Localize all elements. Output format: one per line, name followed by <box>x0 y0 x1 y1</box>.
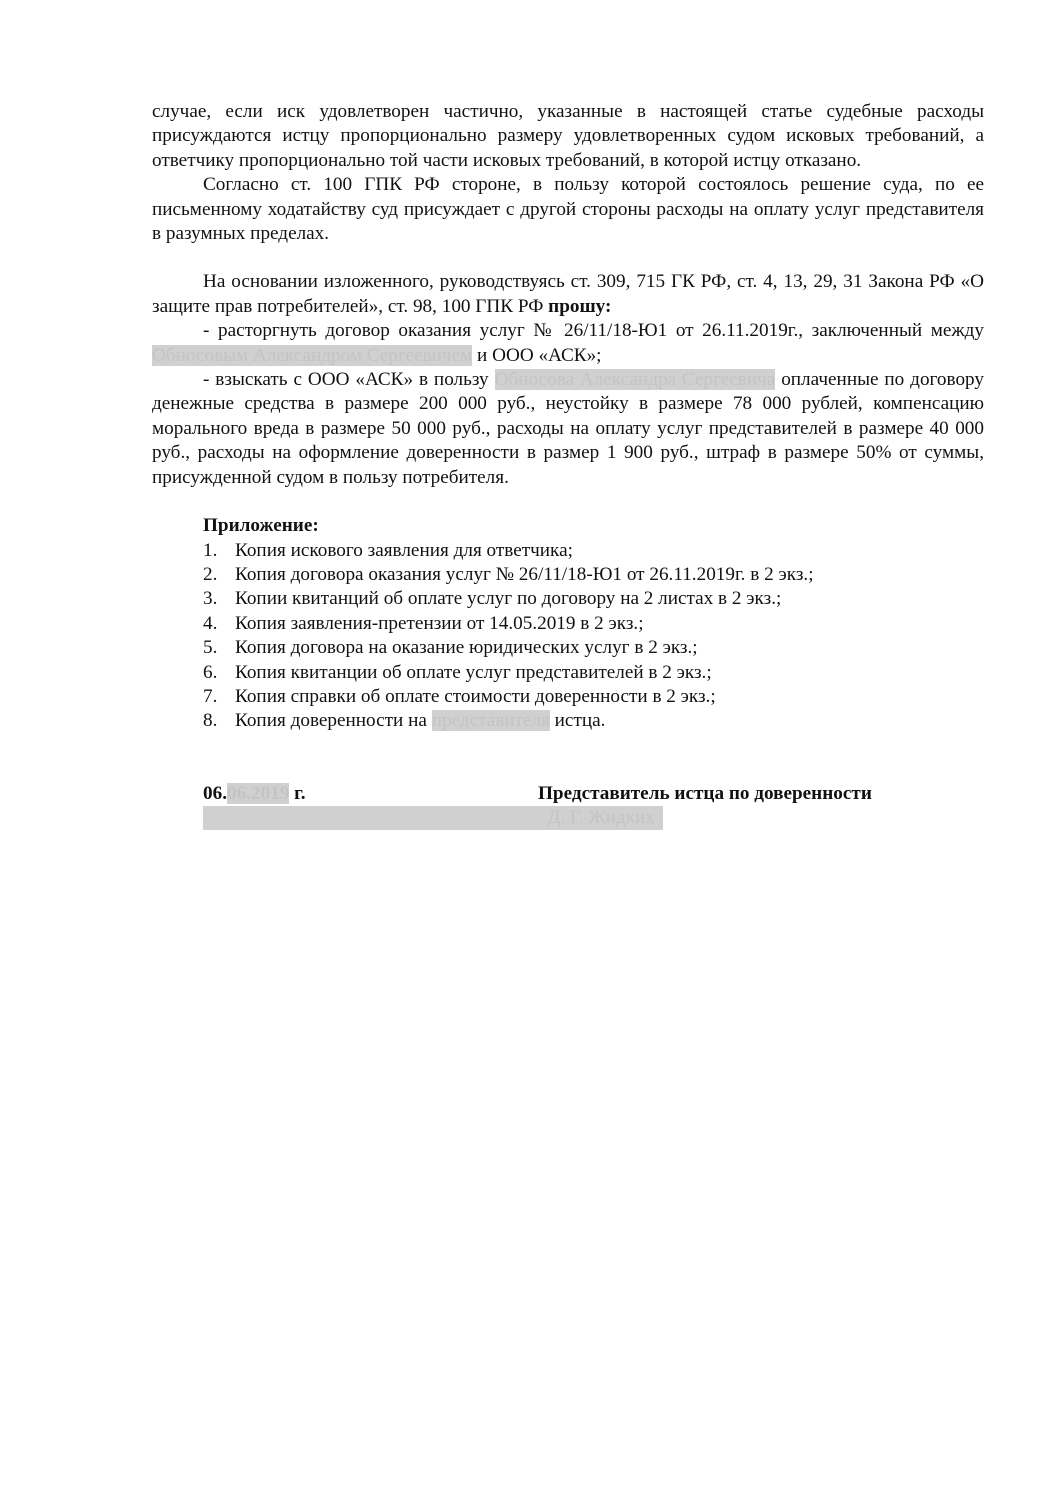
list-item-number: 6. <box>203 661 218 683</box>
list-item <box>152 636 984 660</box>
request-ask: прошу: <box>548 295 612 317</box>
request-intro: На основании изложенного, руководствуясь ст. 309, 715 ГК РФ, ст. 4, 13, 29, 31 Закона РФ «О защите прав потребителей», ст. 98, 100 ГПК РФ <box>152 271 984 317</box>
list-item <box>152 587 984 611</box>
representative-title: Представитель истца по доверенности <box>538 782 872 804</box>
redacted-date: 06.2019 <box>226 782 290 804</box>
redacted-signer: Д. Г. Жидких <box>547 806 655 828</box>
request-item-recover <box>152 368 984 490</box>
request-item-text: - расторгнуть договор оказания услуг № 26/11/18-Ю1 от 26.11.2019г., заключенный между <box>203 320 984 342</box>
list-item-text: Копия квитанции об оплате услуг представителей в 2 экз.; <box>235 661 712 683</box>
spacer <box>152 734 984 758</box>
spacer <box>152 758 984 782</box>
request-item-text-end: и ООО «АСК»; <box>472 344 602 366</box>
request-item-text-end: оплаченные по договору денежные средства в размере 200 000 руб., неустойку в размере 78 000 рублей, компенсацию морального вреда в размере 50 000 руб., расходы на оплату услуг представителей в размере 40 000 руб., расходы на оформление доверенности в размер 1 900 руб., штраф в размере 50% от суммы, присужденной судом в пользу потребителя. <box>152 369 984 488</box>
paragraph-costs: случае, если иск удовлетворен частично, указанные в настоящей статье судебные расходы присуждаются истцу пропорционально размеру удовлетворенных судом исковых требований, а ответчику пропорционально той части исковых требований, в которой истцу отказано. <box>152 101 984 171</box>
redacted-name: Обносова Александра Сергеевича <box>494 369 776 391</box>
list-item-text: Копии квитанций об оплате услуг по договору на 2 листах в 2 экз.; <box>235 588 782 610</box>
list-item-text: Копия справки об оплате стоимости доверенности в 2 экз.; <box>235 685 716 707</box>
list-item <box>152 539 984 563</box>
list-item-number: 4. <box>203 612 218 634</box>
request-item-terminate <box>152 319 984 368</box>
list-item-number: 5. <box>203 637 218 659</box>
spacer <box>152 490 984 514</box>
list-item <box>152 709 984 733</box>
list-item-number: 8. <box>203 710 218 732</box>
list-item-number: 2. <box>203 563 218 585</box>
attachments-heading: Приложение: <box>203 515 319 537</box>
signature-block <box>152 782 984 834</box>
list-item <box>152 563 984 587</box>
redacted-name: Обносовым Александром Сергеевичем <box>152 344 473 366</box>
list-item-text: Копия договора оказания услуг № 26/11/18-Ю1 от 26.11.2019г. в 2 экз.; <box>235 563 814 585</box>
list-item-text: Копия договора на оказание юридических услуг в 2 экз.; <box>235 637 698 659</box>
spacer <box>152 246 984 270</box>
list-item-text-end: истца. <box>549 710 606 732</box>
request-item-text: - взыскать с ООО «АСК» в пользу <box>203 369 495 391</box>
list-item <box>152 612 984 636</box>
signature-date <box>203 782 306 806</box>
list-item-number: 7. <box>203 685 218 707</box>
document-body <box>152 100 984 834</box>
redacted-text: представителя <box>431 710 550 732</box>
list-item-text: Копия искового заявления для ответчика; <box>235 539 573 561</box>
redacted-signature-line <box>203 806 663 830</box>
paragraph-article-100: Согласно ст. 100 ГПК РФ стороне, в пользу которой состоялось решение суда, по ее письменному ходатайству суд присуждает с другой стороны расходы на оплату услуг представителя в разумных пределах. <box>152 174 984 245</box>
date-day: 06. <box>203 782 227 804</box>
list-item-number: 1. <box>203 539 218 561</box>
list-item-text: Копия доверенности на <box>235 710 432 732</box>
paragraph-request <box>152 270 984 319</box>
attachments-list <box>152 539 984 734</box>
date-suffix: г. <box>289 782 306 804</box>
list-item-text: Копия заявления-претензии от 14.05.2019 в 2 экз.; <box>235 612 644 634</box>
list-item-number: 3. <box>203 588 218 610</box>
list-item <box>152 661 984 685</box>
list-item <box>152 685 984 709</box>
